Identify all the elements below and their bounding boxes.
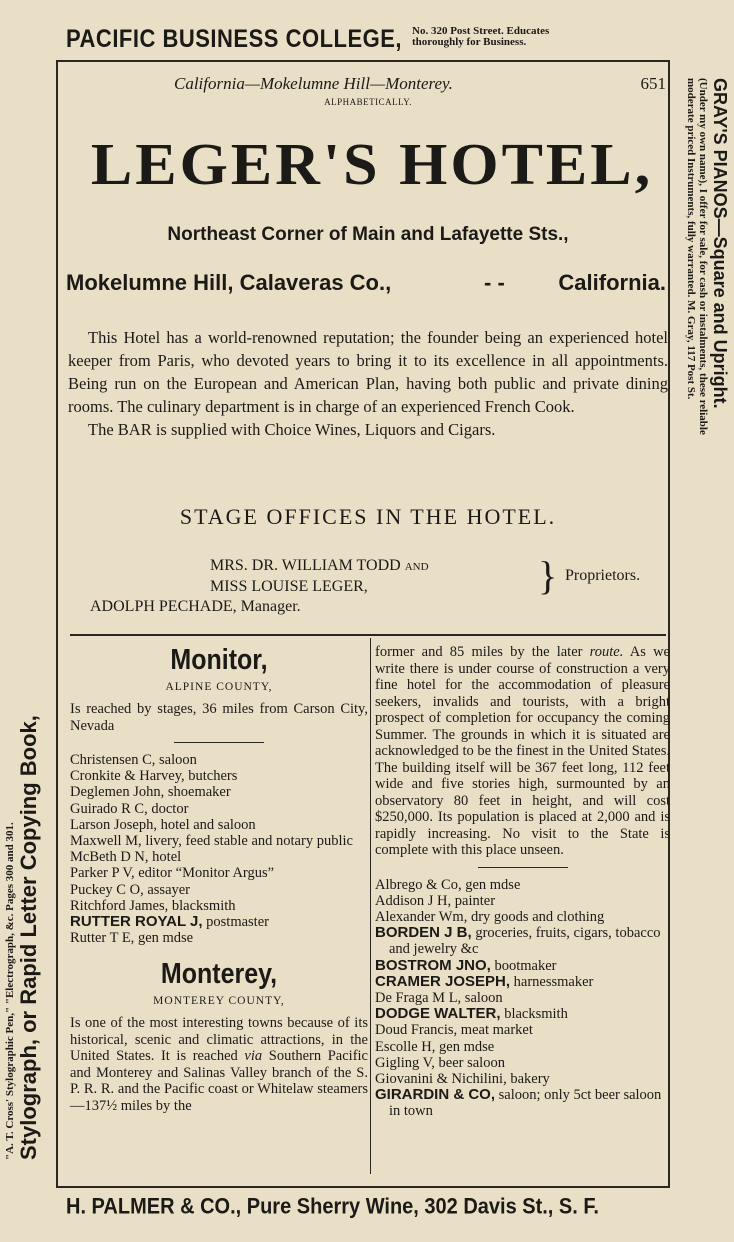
directory-entry-name: Albrego & Co, bbox=[375, 876, 462, 893]
proprietors-block bbox=[90, 553, 670, 617]
directory-entry-name: CRAMER JOSEPH, bbox=[375, 972, 511, 990]
monitor-description: Is reached by stages, 36 miles from Carson City, Nevada bbox=[70, 701, 368, 734]
monitor-county: ALPINE COUNTY, bbox=[165, 681, 273, 693]
directory-entry-name: DODGE WALTER, bbox=[375, 1005, 501, 1023]
directory-entry bbox=[70, 882, 368, 898]
directory-entry-name: Ritchford James, bbox=[70, 897, 169, 914]
directory-entry-business: gen mdse bbox=[435, 1038, 495, 1055]
monterey-description-via: via bbox=[244, 1048, 263, 1065]
monitor-heading: Monitor, bbox=[170, 643, 268, 677]
directory-entry-business: bootmaker bbox=[490, 957, 557, 974]
directory-entry-business: livery, feed stable and notary public bbox=[141, 833, 353, 850]
left-margin-line2: Stylograph, or Rapid Letter Copying Book, bbox=[16, 715, 41, 1160]
monitor-rule bbox=[174, 742, 264, 743]
directory-entry-business: saloon; only 5ct beer saloon in town bbox=[389, 1087, 662, 1120]
directory-entry-business: blacksmith bbox=[168, 897, 236, 914]
directory-entry bbox=[375, 1022, 670, 1038]
monterey-heading: Monterey, bbox=[160, 958, 278, 991]
proprietor-and: AND bbox=[404, 561, 429, 573]
right-margin-advert bbox=[682, 78, 730, 1158]
top-advert-banner bbox=[66, 26, 676, 58]
directory-entry-name: Alexander Wm, bbox=[375, 908, 468, 925]
directory-entry-business: gen mdse bbox=[461, 876, 521, 893]
directory-entry bbox=[70, 849, 368, 865]
directory-entry-name: Rutter T E, bbox=[70, 930, 135, 947]
directory-entry bbox=[70, 914, 368, 930]
proprietor-2: MISS LOUISE LEGER, bbox=[210, 578, 368, 595]
monterey-description-continued bbox=[375, 644, 670, 859]
directory-entry-name: Guirado R C, bbox=[70, 800, 148, 817]
stage-offices-heading: STAGE OFFICES IN THE HOTEL. bbox=[179, 504, 557, 529]
directory-entry-business: bakery bbox=[506, 1070, 550, 1087]
running-head-title: California—Mokelumne Hill—Monterey. bbox=[174, 74, 453, 93]
directory-entry-business: gen mdse bbox=[134, 930, 194, 947]
right-margin-line2b: moderate priced Instruments, fully warranted. M. Gray, 117 Post St. bbox=[685, 78, 697, 400]
directory-entry-business: groceries, fruits, cigars, tobacco and jewelry &c bbox=[389, 925, 661, 958]
directory-entry-business: hotel and saloon bbox=[157, 816, 256, 833]
directory-entry-name: De Fraga M L, bbox=[375, 989, 462, 1006]
left-margin-line1: "A. T. Cross' Stylographic Pen," "Electrograph, &c. Pages 300 and 301. bbox=[4, 822, 16, 1160]
directory-entry-business: assayer bbox=[143, 881, 191, 898]
hotel-address-dashes: - - bbox=[484, 270, 505, 295]
left-margin-advert bbox=[4, 60, 50, 1160]
proprietors-label: Proprietors. bbox=[565, 567, 641, 584]
directory-entry-business: blacksmith bbox=[500, 1006, 568, 1023]
directory-entry bbox=[375, 925, 670, 957]
right-margin-line1: GRAY'S PIANOS—Square and Upright. bbox=[710, 78, 730, 409]
directory-entry bbox=[70, 784, 368, 800]
directory-entry-business: editor “Monitor Argus” bbox=[134, 865, 275, 882]
directory-entry bbox=[70, 833, 368, 849]
directory-entry-business: doctor bbox=[147, 800, 189, 817]
page-number: 651 bbox=[640, 74, 666, 93]
directory-entry bbox=[375, 990, 670, 1006]
top-banner-detail-line1: No. 320 Post Street. Educates bbox=[412, 25, 550, 37]
directory-entry-business: dry goods and clothing bbox=[467, 908, 605, 925]
directory-entry bbox=[375, 958, 670, 974]
directory-entry-name: BORDEN J B, bbox=[375, 924, 472, 942]
alphabetically-label: ALPHABETICALLY. bbox=[324, 97, 412, 107]
directory-entry-business: saloon bbox=[461, 989, 503, 1006]
directory-entry-name: Addison J H, bbox=[375, 892, 452, 909]
directory-entry-name: Christensen C, bbox=[70, 752, 156, 768]
directory-entry bbox=[375, 909, 670, 925]
directory-entry bbox=[70, 865, 368, 881]
directory-entry-name: Gigling V, bbox=[375, 1054, 435, 1071]
top-banner-main: PACIFIC BUSINESS COLLEGE, bbox=[66, 24, 403, 53]
hotel-address-state: California. bbox=[558, 270, 666, 295]
directory-entry-name: GIRARDIN & CO, bbox=[375, 1086, 495, 1104]
directory-entry bbox=[375, 1071, 670, 1087]
proprietor-brace: } bbox=[538, 553, 558, 598]
directory-entry-name: Deglemen John, bbox=[70, 784, 165, 801]
directory-entry bbox=[70, 768, 368, 784]
monterey-continued-part2: As we write there is under course of construction a very fine hotel for the accommodation of pleasure seekers, invalids and tourists, with a bright prospect of completion for occupancy the coming Summer. The grounds in which it is situated are acknowledged to be the finest in the United States. The building itself will be 367 feet long, 112 feet wide and five stories high, surmounted by an observatory 80 feet in height, and will cost $250,000. Its population is placed at 2,000 and is rapidly increasing. No visit to the State is complete with this place unseen. bbox=[375, 644, 670, 858]
directory-entry-business: hotel bbox=[148, 849, 182, 866]
directory-entry-business: painter bbox=[451, 892, 496, 909]
monterey-county: MONTEREY COUNTY, bbox=[153, 995, 285, 1008]
directory-entry-name: Cronkite & Harvey, bbox=[70, 768, 185, 785]
directory-entry-business: beer saloon bbox=[434, 1054, 505, 1071]
monitor-directory-list bbox=[70, 752, 368, 946]
manager-line: ADOLPH PECHADE, Manager. bbox=[90, 598, 301, 615]
top-banner-detail bbox=[412, 26, 549, 48]
left-column bbox=[70, 644, 368, 1114]
running-head bbox=[70, 74, 666, 94]
directory-entry bbox=[70, 801, 368, 817]
directory-entry-name: RUTTER ROYAL J, bbox=[70, 913, 203, 931]
hotel-title: LEGER'S HOTEL, bbox=[90, 132, 654, 198]
right-margin-line2a: (Under my own name), I offer for sale, for cash or instalments, these reliable bbox=[697, 78, 709, 435]
directory-entry-name: Parker P V, bbox=[70, 865, 135, 882]
directory-entry bbox=[375, 1055, 670, 1071]
directory-entry-business: postmaster bbox=[202, 914, 269, 931]
directory-entry bbox=[70, 817, 368, 833]
directory-entry bbox=[375, 893, 670, 909]
hotel-address-line2 bbox=[66, 270, 670, 296]
monterey-rule bbox=[478, 867, 568, 868]
bottom-advert-banner: H. PALMER & CO., Pure Sherry Wine, 302 Davis St., S. F. bbox=[66, 1194, 599, 1220]
directory-entry-name: Maxwell M, bbox=[70, 833, 142, 850]
directory-entry-name: BOSTROM JNO, bbox=[375, 956, 491, 974]
bottom-rule bbox=[56, 1186, 670, 1188]
right-column bbox=[375, 644, 670, 1120]
directory-entry bbox=[375, 1006, 670, 1022]
hotel-description bbox=[68, 326, 668, 441]
monterey-description-part1: Is one of the most interesting towns because of its historical, scenic and climatic attractions, in the United States. It is reached bbox=[70, 1015, 368, 1065]
hotel-address-town: Mokelumne Hill, Calaveras Co., bbox=[66, 270, 392, 295]
directory-entry-name: Giovanini & Nichilini, bbox=[375, 1070, 507, 1087]
monterey-continued-part1: former and 85 miles by the later bbox=[375, 644, 590, 660]
monterey-description-part2: Southern Pacific and Monterey and Salinas Valley branch of the S. P. R. R. and the Pacific coast or Whitelaw steamers—137½ miles by the bbox=[70, 1048, 368, 1114]
section-divider bbox=[70, 634, 666, 636]
hotel-description-paragraph1: This Hotel has a world-renowned reputation; the founder being an experienced hotel keeper from Paris, who devoted years to bring it to its excellence in all appointments. Being run on the European and American Plan, having both public and private dining rooms. The culinary department is in charge of an experienced French Cook. bbox=[68, 328, 668, 416]
directory-entry-business: shoemaker bbox=[164, 784, 231, 801]
directory-entry bbox=[70, 930, 368, 946]
monterey-description bbox=[70, 1015, 368, 1114]
hotel-description-paragraph2: The BAR is supplied with Choice Wines, Liquors and Cigars. bbox=[88, 420, 496, 439]
directory-entry bbox=[375, 877, 670, 893]
directory-entry-name: Puckey C O, bbox=[70, 881, 144, 898]
directory-entry bbox=[375, 1039, 670, 1055]
directory-entry-name: Larson Joseph, bbox=[70, 816, 157, 833]
directory-entry bbox=[70, 752, 368, 768]
directory-entry-name: Escolle H, bbox=[375, 1038, 436, 1055]
directory-entry-business: harnessmaker bbox=[510, 973, 594, 990]
directory-entry-name: Doud Francis, bbox=[375, 1022, 458, 1039]
directory-entry bbox=[70, 898, 368, 914]
directory-entry-name: McBeth D N, bbox=[70, 849, 149, 866]
directory-entry-business: saloon bbox=[155, 752, 197, 768]
monterey-directory-list bbox=[375, 877, 670, 1120]
directory-entry bbox=[375, 974, 670, 990]
directory-entry-business: meat market bbox=[457, 1022, 533, 1039]
directory-entry-business: butchers bbox=[184, 768, 238, 785]
proprietor-1: MRS. DR. WILLIAM TODD bbox=[210, 557, 401, 574]
column-divider bbox=[370, 638, 371, 1174]
directory-entry bbox=[375, 1087, 670, 1119]
top-banner-detail-line2: thoroughly for Business. bbox=[412, 36, 527, 48]
hotel-address-line1: Northeast Corner of Main and Lafayette Sts., bbox=[167, 224, 569, 245]
monterey-continued-route: route. bbox=[589, 644, 624, 660]
